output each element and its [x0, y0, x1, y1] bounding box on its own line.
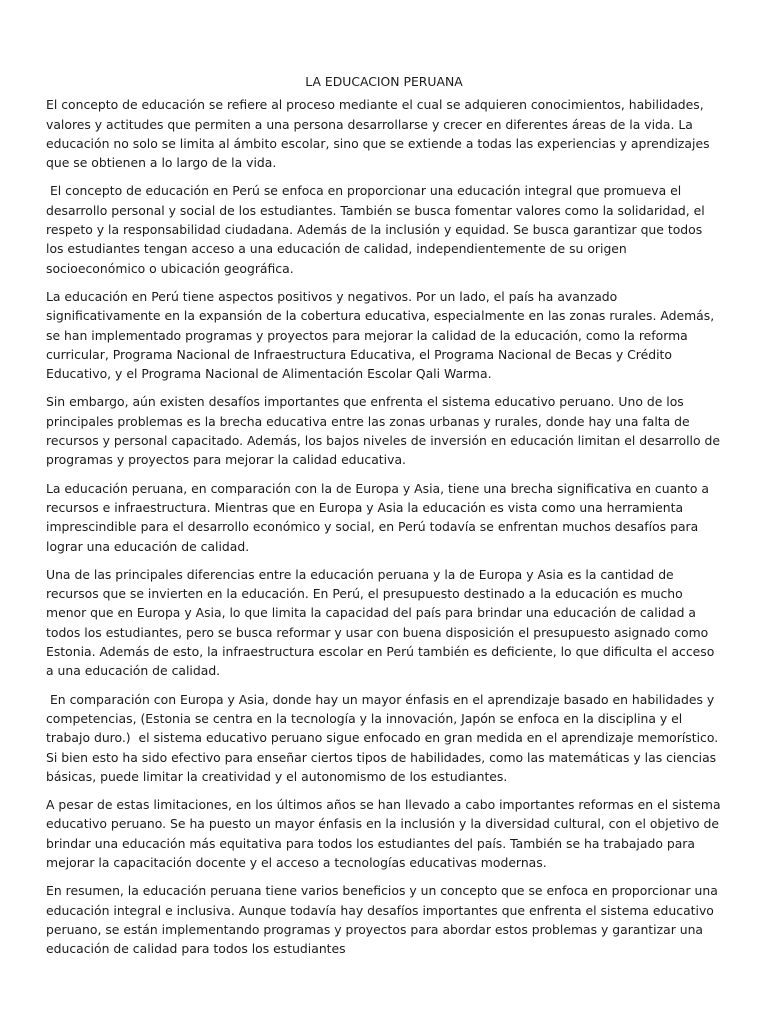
paragraph-7: En comparación con Europa y Asia, donde hay un mayor énfasis en el aprendizaje basado en habilidades y competencias, (Estonia se centra en la tecnología y la innovación, Japón se enfoca en la disciplina y el trabajo duro.) el sistema educativo peruano sigue enfocado en gran medida en el aprendizaje memorístico. Si bien esto ha sido efectivo para enseñar ciertos tipos de habilidades, como las matemáticas y las ciencias básicas, puede limitar la creatividad y el autonomismo de los estudiantes.: [46, 691, 723, 784]
paragraph-9: En resumen, la educación peruana tiene varios beneficios y un concepto que se enfoca en proporcionar una educación integral e inclusiva. Aunque todavía hay desafíos importantes que enfrenta el sistema educativo peruano, se están implementando programas y proyectos para abordar estos problemas y garantizar una educación de calidad para todos los estudiantes: [46, 883, 722, 957]
paragraph-5: La educación peruana, en comparación con la de Europa y Asia, tiene una brecha significativa en cuanto a recursos e infraestructura. Mientras que en Europa y Asia la educación es vista como una herramienta imprescindible para el desarrollo económico y social, en Perú todavía se enfrentan muchos desafíos para lograr una educación de calidad.: [46, 480, 713, 554]
paragraph-6: Una de las principales diferencias entre la educación peruana y la de Europa y Asia es la cantidad de recursos que se invierten en la educación. En Perú, el presupuesto destinado a la educación es mucho menor que en Europa y Asia, lo que limita la capacidad del país para brindar una educación de calidad a todos los estudiantes, pero se busca reformar y usar con buena disposición el presupuesto asignado como Estonia. Además de esto, la infraestructura escolar en Perú también es deficiente, lo que dificulta el acceso a una educación de calidad.: [46, 566, 719, 679]
paragraph-4: Sin embargo, aún existen desafíos importantes que enfrenta el sistema educativo peruano. Uno de los principales problemas es la brecha educativa entre las zonas urbanas y rurales, donde hay una falta de recursos y personal capacitado. Además, los bajos niveles de inversión en educación limitan el desarrollo de programas y proyectos para mejorar la calidad educativa.: [46, 394, 724, 468]
paragraph-1: El concepto de educación se refiere al proceso mediante el cual se adquieren conocimientos, habilidades, valores y actitudes que permiten a una persona desarrollarse y crecer en diferentes áreas de la vida. La educación no solo se limita al ámbito escolar, sino que se extiende a todas las experiencias y aprendizajes que se obtienen a lo largo de la vida.: [46, 97, 714, 171]
document-page: [46, 72, 725, 967]
document-title: LA EDUCACION PERUANA: [305, 74, 463, 89]
paragraph-3: La educación en Perú tiene aspectos positivos y negativos. Por un lado, el país ha avanzado significativamente en la expansión de la cobertura educativa, especialmente en las zonas rurales. Además, se han implementado programas y proyectos para mejorar la calidad de la educación, como la reforma curricular, Programa Nacional de Infraestructura Educativa, el Programa Nacional de Becas y Crédito Educativo, y el Programa Nacional de Alimentación Escolar Qali Warma.: [46, 288, 719, 382]
paragraph-2: El concepto de educación en Perú se enfoca en proporcionar una educación integral que promueva el desarrollo personal y social de los estudiantes. También se busca fomentar valores como la solidaridad, el respeto y la responsabilidad ciudadana. Además de la inclusión y equidad. Se busca garantizar que todos los estudiantes tengan acceso a una educación de calidad, independientemente de su origen socioeconómico o ubicación geográfica.: [46, 183, 709, 276]
paragraph-8: A pesar de estas limitaciones, en los últimos años se han llevado a cabo importantes reformas en el sistema educativo peruano. Se ha puesto un mayor énfasis en la inclusión y la diversidad cultural, con el objetivo de brindar una educación más equitativa para todos los estudiantes del país. También se ha trabajado para mejorar la capacitación docente y el acceso a tecnologías educativas modernas.: [46, 797, 725, 870]
